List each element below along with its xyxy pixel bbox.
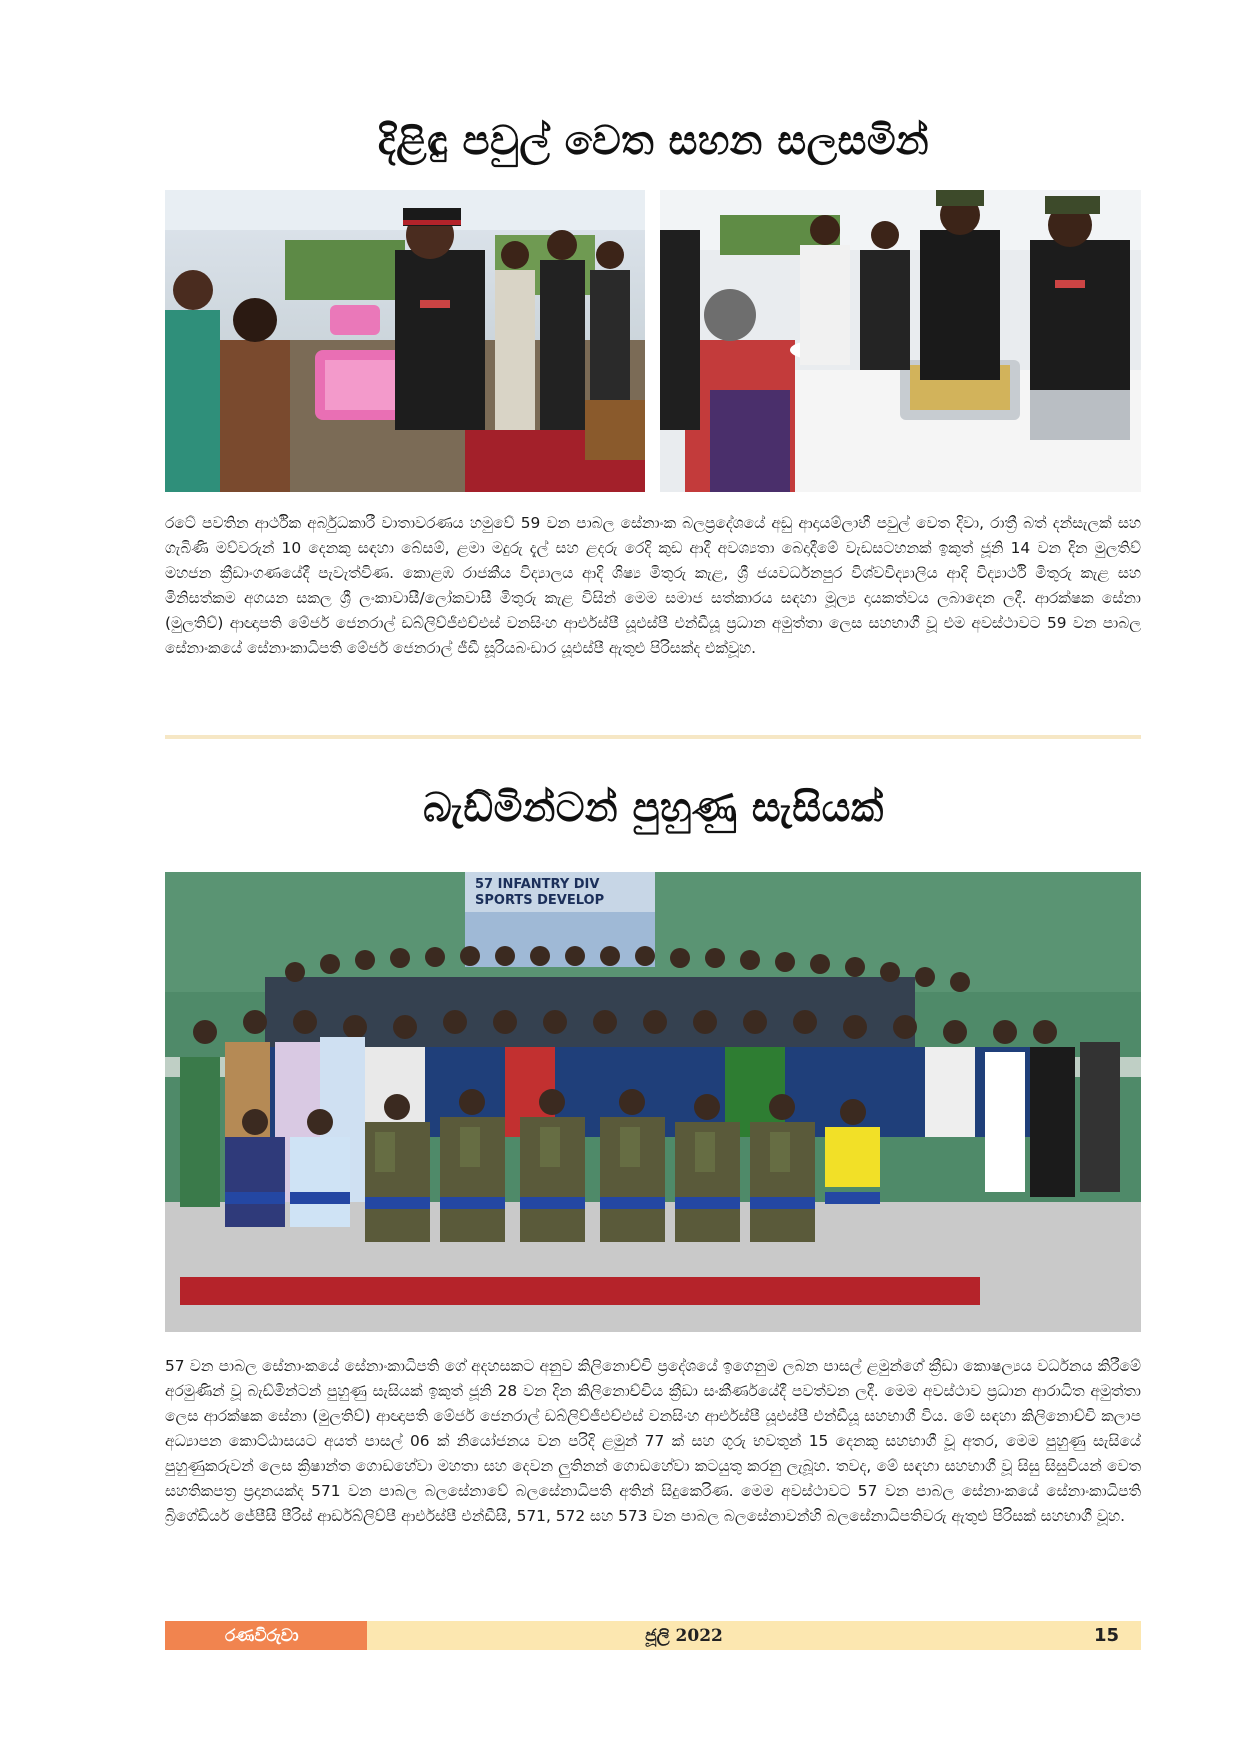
footer-issue-date: ජූලි 2022: [367, 1621, 1061, 1650]
article2-headline: බැඩ්මින්ටන් පුහුණු සැසියක්: [423, 785, 884, 831]
banner-text-line1: 57 INFANTRY DIV: [475, 877, 600, 892]
article1-headline: දිළිඳු පවුල් වෙත සහන සලසමින්: [377, 118, 930, 164]
article1-body: රටේ පවතින ආර්ථික අර්බුධකාරී වාතාවරණය හමුවේ 59 වන පාබල සේනාංක බලප්‍රදේශයේ අඩු ආදායම්ලාභී පවුල් වෙත දිවා, රාත්‍රී බත් දන්සැලක් සහ ගැබිණි මව්වරුන් 10 දෙනකු සඳහා බේසම්, ළමා මදුරු දැල් සහ ළදරු රෙදි කුඩ ආදී අවශ්‍යතා බෙදාදීමේ වැඩසටහනක් ඉකුත් ජූනි 14 වන දින මුලතිව් මහජන ක්‍රීඩාංගණයේදී පැවැත්විණ. කොළඹ රාජකීය විද්‍යාලය ආදි ශිෂ්‍ය මිතුරු කැළ, ශ්‍රී ජයවර්ධනපුර විශ්වවිද්‍යාලිය ආදි විද්‍යාර්ථි මිතුරු කැළ සහ මිනිසත්කම අගයන සකල ශ්‍රී ලංකාවාසී/ලෝකවාසී මිතුරු කැළ විසින් මෙම සමාජ සත්කාරය සඳහා මූල්‍ය දායකත්වය ලබාදෙන ලදී. ආරක්ෂක සේනා (මුලතිව්) ආඥාපති මේජර් ජෙනරාල් ඩබ්ලිව්ජීඑච්එස් වනසිංහ ආර්එස්පී යූඑස්පී එන්ඩීයූ ප්‍රධාන අමුත්තා ලෙස සහභාගී වූ එම අවස්ථාවට 59 වන පාබල සේනාංකයේ සේනාංකාධිපති මේජර් ජෙනරාල් ජීඩී සූරියබංඩාර යූඑස්පී ඇතුළු පිරිසක්ද එක්වූහ.: [165, 514, 1141, 657]
footer-magazine-name: රණවිරුවා: [165, 1621, 367, 1650]
article2-body: 57 වන පාබල සේනාංකයේ සේනාංකාධිපති ගේ අදහසකට අනුව කිලිනොච්චි ප්‍රදේශයේ ඉගෙනුම ලබන පාසල් ළමුන්ගේ ක්‍රීඩා කොෂල්‍යය වර්ධනය කිරීමේ අරමුණින් වූ බැඩ්මින්ටන් පුහුණු සැසියක් ඉකුත් ජූනි 28 වන දින කිලිනොච්චිය ක්‍රීඩා සංකීර්ණයේදී පවත්වන ලදී. මෙම අවස්ථාව ප්‍රධාන ආරාධිත අමුත්තා ලෙස ආරක්ෂක සේනා (මුලතිව්) ආඥාපති මේජර් ජෙනරාල් ඩබ්ලිව්ජීඑච්එස් වනසිංහ ආර්එස්පී යූඑස්පී එන්ඩීයූ සහභාගී විය. මේ සඳහා කිලිනොච්චි කලාප අධ්‍යාපන කොට්ඨාසයට අයත් පාසල් 06 ක් නියෝජනය වන පරිදි ළමුන් 77 ක් සහ ගුරු භවතුන් 15 දෙනකු සහභාගී වූ අතර, මෙම පුහුණු සැසියේ පුහුණුකරුවන් ලෙස ක්‍රිෂාන්ත ගොඩහේවා මහතා සහ දෙවන ලුතිනන් ගොඩහේවා කටයුතු කරනු ලැබූහ. තවද, මේ සඳහා සහභාගී වූ සිසු සිසුවියන් වෙත සහතිකපත්‍ර ප්‍රදානයක්ද 571 වන පාබල බලසේනාවේ බලසේනාධිපති අතින් සිදුකෙරිණ. මෙම අවස්ථාවට 57 වන පාබල සේනාංකයේ සේනාංකාධිපති බ්‍රිගේඩියර් ජේපීසී පීරිස් ආර්ඩබ්ලිව්පී ආර්එස්පී එන්ඩීසී, 571, 572 සහ 573 වන පාබල බලසේනාවන්හි බලසේනාධිපතිවරු ඇතුළු පිරිසක් සහභාගී වූහ.: [165, 1357, 1141, 1525]
page-footer: [165, 1621, 1141, 1650]
article2-photo-group: [165, 872, 1141, 1332]
article1-photo-donation: [165, 190, 645, 492]
section-divider: [165, 735, 1141, 739]
banner-text-line2: SPORTS DEVELOP: [475, 893, 605, 908]
article1-photo-food-serving: [660, 190, 1141, 492]
footer-page-number: 15: [1061, 1621, 1141, 1650]
